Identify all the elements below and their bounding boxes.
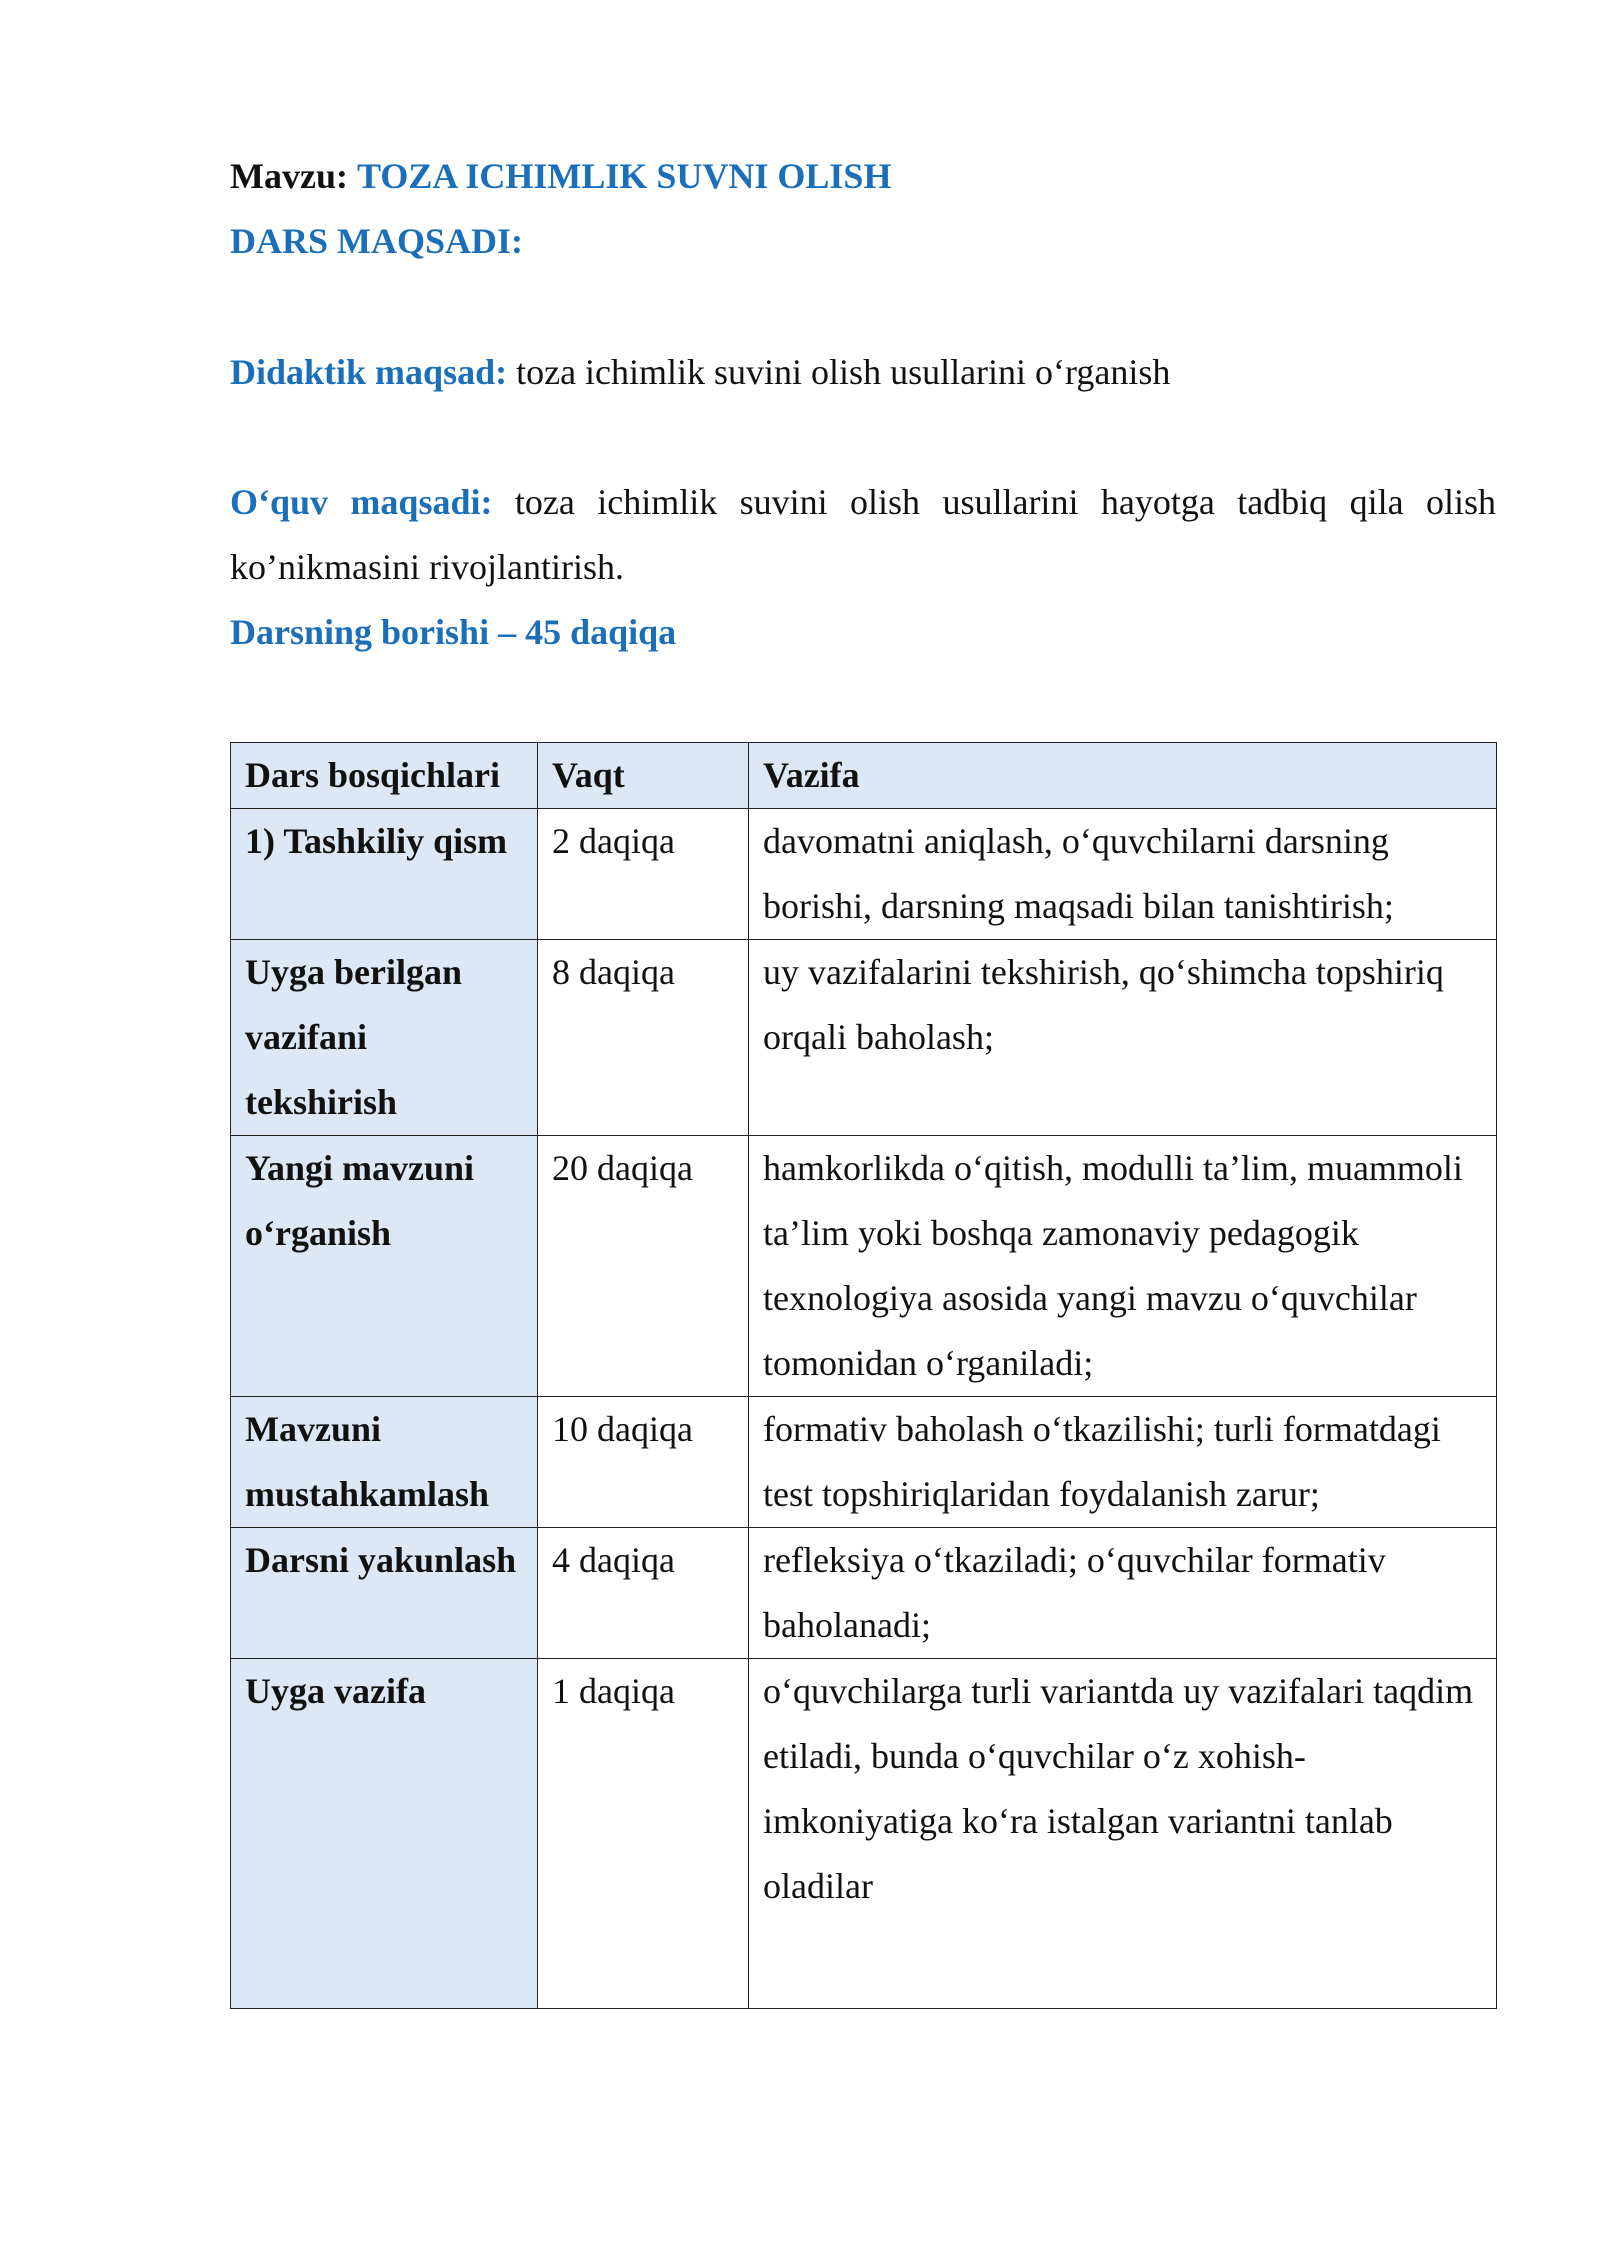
topic-label: Mavzu: bbox=[230, 156, 348, 196]
stage-cell: Uyga berilgan vazifani tekshirish bbox=[231, 940, 538, 1136]
time-cell: 20 daqiqa bbox=[538, 1136, 749, 1397]
table-row bbox=[231, 1136, 1497, 1397]
table-header-row bbox=[231, 743, 1497, 809]
time-cell: 8 daqiqa bbox=[538, 940, 749, 1136]
didactic-label: Didaktik maqsad: bbox=[230, 352, 508, 392]
stage-cell: 1) Tashkiliy qism bbox=[231, 809, 538, 940]
didactic-objective bbox=[230, 340, 1496, 405]
task-cell: o‘quvchilarga turli variantda uy vazifalari taqdim etiladi, bunda o‘quvchilar o‘z xohish-imkoniyatiga ko‘ra istalgan variantni tanlab oladilar bbox=[749, 1659, 1497, 2009]
header-stages: Dars bosqichlari bbox=[231, 743, 538, 809]
header-task: Vazifa bbox=[749, 743, 1497, 809]
learning-text: toza ichimlik suvini olish usullarini hayotga tadbiq qila olish ko’nikmasini rivojlantirish. bbox=[230, 482, 1496, 587]
task-cell: uy vazifalarini tekshirish, qo‘shimcha topshiriq orqali baholash; bbox=[749, 940, 1497, 1136]
topic-line bbox=[230, 144, 1496, 209]
stage-cell: Uyga vazifa bbox=[231, 1659, 538, 2009]
table-row bbox=[231, 809, 1497, 940]
learning-objective bbox=[230, 470, 1496, 600]
progress-heading: Darsning borishi – 45 daqiqa bbox=[230, 612, 677, 652]
time-cell: 2 daqiqa bbox=[538, 809, 749, 940]
didactic-text: toza ichimlik suvini olish usullarini o‘rganish bbox=[516, 352, 1171, 392]
stage-cell: Yangi mavzuni o‘rganish bbox=[231, 1136, 538, 1397]
table-row bbox=[231, 1659, 1497, 2009]
time-cell: 1 daqiqa bbox=[538, 1659, 749, 2009]
time-cell: 4 daqiqa bbox=[538, 1528, 749, 1659]
stage-cell: Darsni yakunlash bbox=[231, 1528, 538, 1659]
stage-cell: Mavzuni mustahkamlash bbox=[231, 1397, 538, 1528]
objectives-heading: DARS MAQSADI: bbox=[230, 221, 524, 261]
topic-title: TOZA ICHIMLIK SUVNI OLISH bbox=[356, 156, 892, 196]
table-row bbox=[231, 940, 1497, 1136]
task-cell: refleksiya o‘tkaziladi; o‘quvchilar formativ baholanadi; bbox=[749, 1528, 1497, 1659]
task-cell: hamkorlikda o‘qitish, modulli ta’lim, muammoli ta’lim yoki boshqa zamonaviy pedagogik texnologiya asosida yangi mavzu o‘quvchilar tomonidan o‘rganiladi; bbox=[749, 1136, 1497, 1397]
table-row bbox=[231, 1528, 1497, 1659]
header-time: Vaqt bbox=[538, 743, 749, 809]
lesson-plan-table bbox=[230, 742, 1497, 2009]
task-cell: formativ baholash o‘tkazilishi; turli formatdagi test topshiriqlaridan foydalanish zarur; bbox=[749, 1397, 1497, 1528]
task-cell: davomatni aniqlash, o‘quvchilarni darsning borishi, darsning maqsadi bilan tanishtirish; bbox=[749, 809, 1497, 940]
learning-label: O‘quv maqsadi: bbox=[230, 482, 493, 522]
table-row bbox=[231, 1397, 1497, 1528]
time-cell: 10 daqiqa bbox=[538, 1397, 749, 1528]
